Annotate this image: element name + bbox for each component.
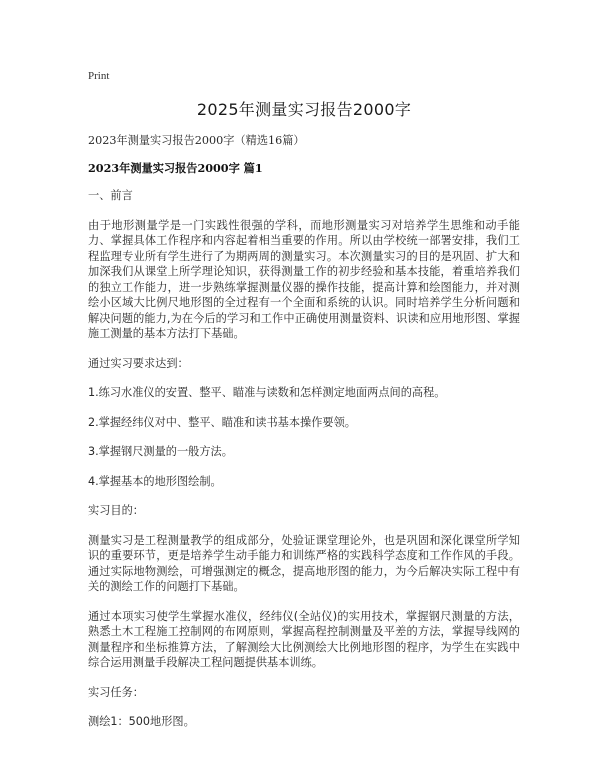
preface-paragraph: 由于地形测量学是一门实践性很强的学科，而地形测量实习对培养学生思维和动手能力、掌握具体工作程序和内容起着相当重要的作用。所以由学校统一部署安排，我们工程监理专业所有学生进行了为期两周的测量实习。本次测量实习的目的是巩固、扩大和加深我们从课堂上所学理论知识，获得测量工作的初步经验和基本技能，着重培养我们的独立工作能力，进一步熟练掌握测量仪器的操作技能，提高计算和绘图能力，并对测绘小区域大比例尺地形图的全过程有一个全面和系统的认识。同时培养学生分析问题和解决问题的能力,为在今后的学习和工作中正确使用测量资料、识读和应用地形图、掌握施工测量的基本方法打下基础。 (88, 218, 520, 340)
document-body (88, 133, 520, 730)
requirement-item-3: 3.掌握钢尺测量的一般方法。 (88, 445, 233, 458)
requirement-item-2: 2.掌握经纬仪对中、整平、瞄准和读书基本操作要领。 (88, 415, 356, 429)
document-subtitle: 2023年测量实习报告2000字（精选16篇） (88, 134, 305, 147)
requirement-item-1: 1.练习水准仪的安置、整平、瞄准与读数和怎样测定地面两点间的高程。 (88, 386, 446, 399)
purpose-paragraph-1: 测量实习是工程测量教学的组成部分，处验证课堂理论外，也是巩固和深化课堂所学知识的重要环节，更是培养学生动手能力和训练严格的实践科学态度和工作作风的手段。通过实际地物测绘，可增强测定的概念，提高地形图的能力，为今后解决实际工程中有关的测绘工作的问题打下基础。 (88, 533, 520, 593)
requirements-intro: 通过实习要求达到： (88, 356, 189, 370)
preface-heading: 一、前言 (88, 189, 133, 202)
requirement-item-4: 4.掌握基本的地形图绘制。 (88, 474, 222, 488)
purpose-heading: 实习目的： (88, 504, 144, 517)
section-heading: 2023年测量实习报告2000字 篇1 (88, 160, 263, 175)
task-heading: 实习任务： (88, 685, 144, 699)
purpose-paragraph-2: 通过本项实习使学生掌握水准仪，经纬仪(全站仪)的实用技术，掌握钢尺测量的方法，熟悉土木工程施工控制网的布网原则，掌握高程控制测量及平差的方法，掌握导线网的测量程序和坐标推算方法，了解测绘大比例测绘大比例地形图的程序，为学生在实践中综合运用测量手段解决工程问题提供基本训练。 (88, 609, 520, 669)
document-title: 2025年测量实习报告2000字 (196, 100, 412, 119)
task-item-1: 测绘1：500地形图。 (88, 715, 195, 728)
print-label: Print (88, 70, 110, 82)
